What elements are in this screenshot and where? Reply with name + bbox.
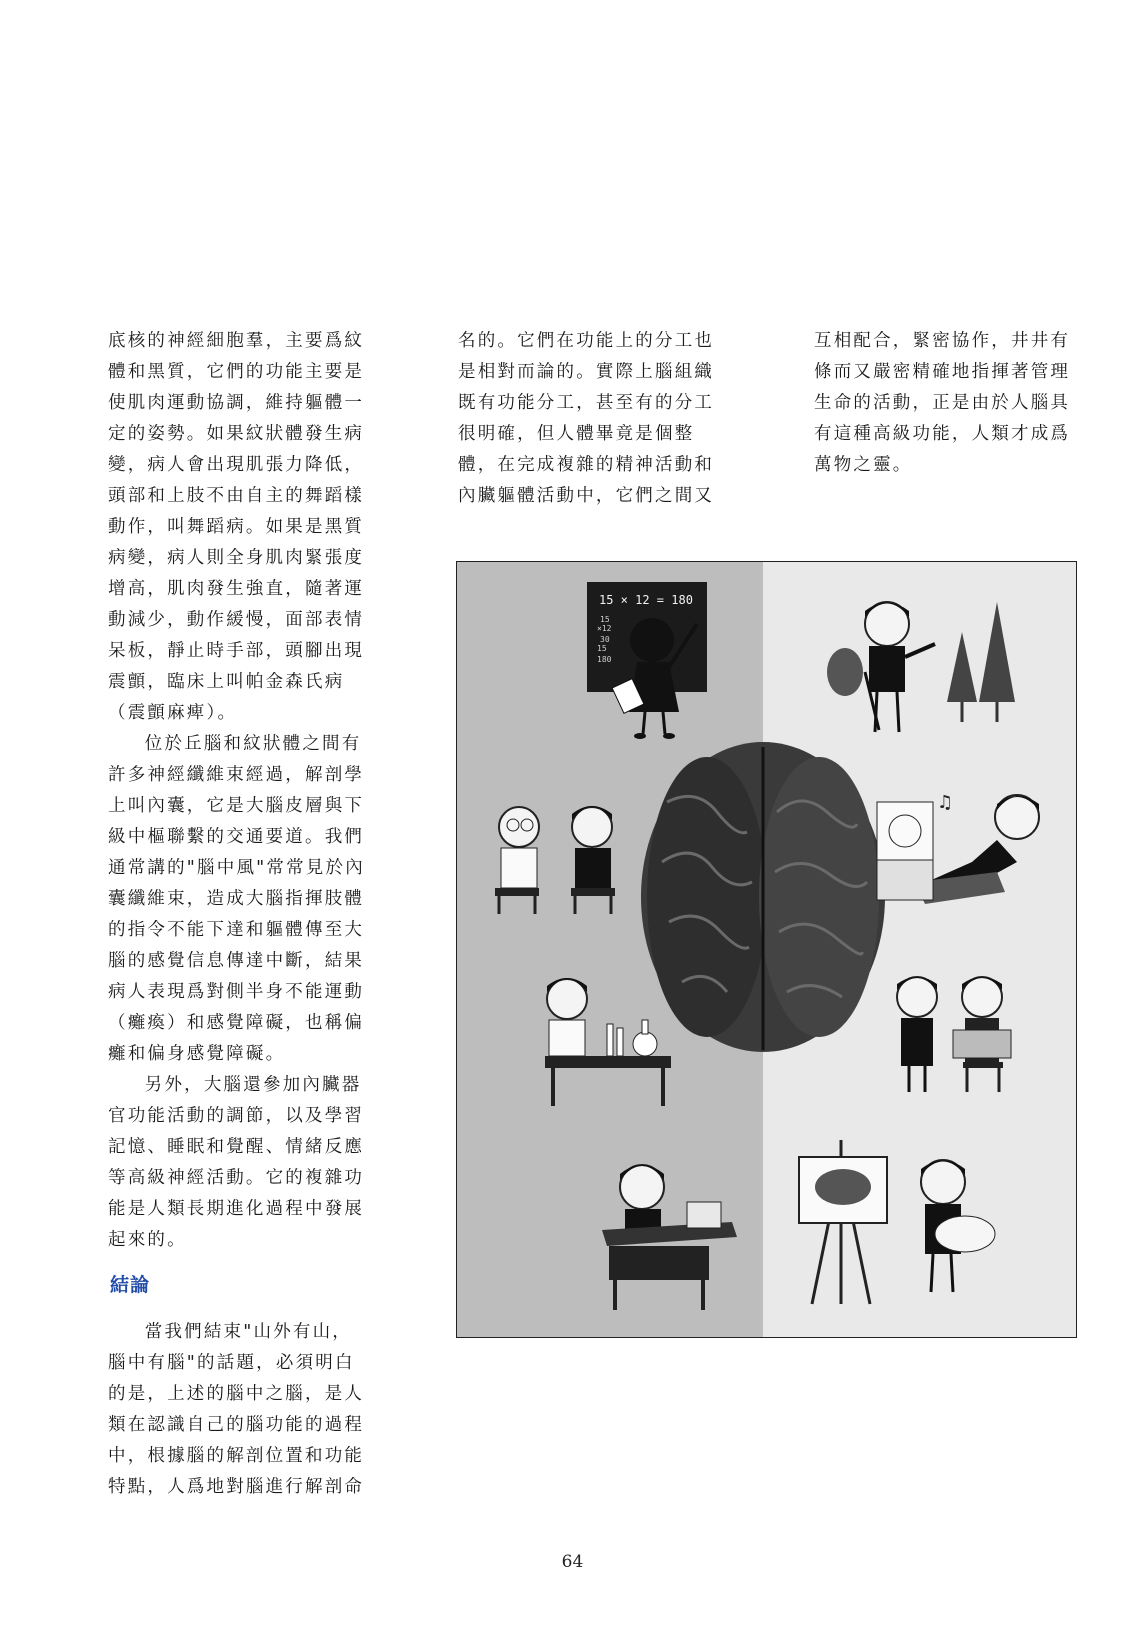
text-line: （震顫麻痺）。	[108, 703, 238, 723]
text-line: 體和黑質，它們的功能主要是	[108, 362, 365, 382]
flask-icon	[633, 1032, 657, 1056]
text-line: 類在認識自己的腦功能的過程	[108, 1415, 365, 1435]
text-line: 許多神經纖維束經過，解剖學	[108, 765, 365, 785]
lab-coat	[549, 1020, 585, 1056]
text-line: 定的姿勢。如果紋狀體發生病	[108, 424, 365, 444]
text-line: 官功能活動的調節，以及學習	[108, 1106, 365, 1126]
stool	[495, 888, 539, 896]
child-leg	[897, 692, 899, 732]
text-line: 動減少，動作緩慢，面部表情	[108, 610, 365, 630]
text-line: 病人表現爲對側半身不能運動	[108, 982, 365, 1002]
text-line: 癱和偏身感覺障礙。	[108, 1044, 286, 1064]
desk-body	[609, 1246, 709, 1280]
text-line: 是相對而論的。實際上腦組織	[458, 362, 715, 382]
text-line: 底核的神經細胞羣，主要爲紋	[108, 331, 365, 351]
stool	[571, 888, 615, 896]
child-leg	[951, 1254, 953, 1292]
flower-painting	[815, 1169, 871, 1205]
accordion-icon	[953, 1030, 1011, 1058]
text-line: 通常講的"腦中風"常常見於內	[108, 858, 365, 878]
text-line: 很明確，但人體畢竟是個整	[458, 424, 695, 444]
text-line: 特點，人爲地對腦進行解剖命	[108, 1477, 365, 1497]
text-line: 當我們結束"山外有山，	[144, 1322, 352, 1342]
child-head	[630, 618, 674, 662]
text-line: 位於丘腦和紋狀體之間有	[144, 734, 362, 754]
left-column	[108, 326, 388, 1503]
text-line: 萬物之靈。	[814, 455, 913, 475]
record-player	[877, 802, 933, 860]
test-tube-icon	[617, 1028, 623, 1056]
test-tube-icon	[607, 1024, 613, 1056]
flask-neck	[642, 1020, 648, 1034]
text-line: 互相配合，緊密協作，井井有	[814, 331, 1071, 351]
text-line: 呆板，靜止時手部，頭腳出現	[108, 641, 365, 661]
bush-icon	[827, 648, 863, 696]
text-line: 另外，大腦還參加內臟器	[144, 1075, 362, 1095]
text-line: 能是人類長期進化過程中發展	[108, 1199, 365, 1219]
blackboard-equation: 15 × 12 = 180	[599, 593, 693, 607]
stack-of-books	[687, 1202, 721, 1228]
lab-table	[545, 1056, 671, 1068]
palette-icon	[935, 1216, 995, 1252]
paragraph-continued	[108, 326, 388, 729]
paragraph-conclusion	[108, 1317, 388, 1503]
child-leg	[663, 712, 665, 734]
text-line: 囊纖維束，造成大腦指揮肢體	[108, 889, 365, 909]
text-line: 起來的。	[108, 1230, 187, 1250]
text-line: 等高級神經活動。它的複雜功	[108, 1168, 365, 1188]
child-body	[501, 848, 537, 888]
text-line: 腦中有腦"的話題，必須明白	[108, 1353, 355, 1373]
right-hemisphere	[759, 757, 879, 1037]
text-line: 級中樞聯繫的交通要道。我們	[108, 827, 365, 847]
text-line: 腦的感覺信息傳達中斷，結果	[108, 951, 365, 971]
blackboard-work: 15	[600, 615, 610, 624]
section-heading: 結論	[110, 1274, 151, 1296]
text-line: 有這種高級功能，人類才成爲	[814, 424, 1071, 444]
text-line: 增高，肌肉發生強直，隨著運	[108, 579, 365, 599]
text-line: 頭部和上肢不由自主的舞蹈樣	[108, 486, 365, 506]
brain-hemispheres-illustration	[456, 561, 1077, 1338]
text-line: 震顫，臨床上叫帕金森氏病	[108, 672, 345, 692]
illustration-svg	[457, 562, 1076, 1337]
text-line: 使肌肉運動協調，維持軀體一	[108, 393, 365, 413]
left-hemisphere	[647, 757, 767, 1037]
text-line: 動作，叫舞蹈病。如果是黑質	[108, 517, 365, 537]
text-line: 名的。它們在功能上的分工也	[458, 331, 715, 351]
blackboard-work: 180	[597, 655, 612, 664]
text-line: 記憶、睡眠和覺醒、情緒反應	[108, 1137, 365, 1157]
paragraph-internal-capsule	[108, 729, 388, 1070]
text-line: 條而又嚴密精確地指揮著管理	[814, 362, 1071, 382]
child-body	[575, 848, 611, 888]
text-line: 既有功能分工，甚至有的分工	[458, 393, 715, 413]
page-number: 64	[561, 1552, 584, 1572]
cabinet	[877, 860, 933, 900]
child-leg	[643, 712, 645, 734]
child-shoe	[663, 733, 675, 739]
child-shoe	[634, 733, 646, 739]
child-leg	[931, 1254, 933, 1292]
text-line: 變，病人會出現肌張力降低，	[108, 455, 365, 475]
text-line: 的指令不能下達和軀體傳至大	[108, 920, 365, 940]
text-line: 的是，上述的腦中之腦，是人	[108, 1384, 365, 1404]
text-line: 中，根據腦的解剖位置和功能	[108, 1446, 365, 1466]
child-body	[869, 646, 905, 692]
right-column	[814, 326, 1094, 481]
music-note-icon: ♫	[937, 792, 954, 813]
text-line: 體，在完成複雜的精神活動和	[458, 455, 715, 475]
paragraph-other-functions	[108, 1070, 388, 1256]
blackboard-work: 30	[600, 635, 610, 644]
blackboard-work: ×12	[597, 624, 612, 633]
text-line: 病變，病人則全身肌肉緊張度	[108, 548, 365, 568]
child-body	[901, 1018, 933, 1066]
brain-top-view	[641, 742, 885, 1052]
stool	[963, 1062, 1003, 1068]
text-line: 內臟軀體活動中，它們之間又	[458, 486, 715, 506]
text-line: 生命的活動，正是由於人腦具	[814, 393, 1071, 413]
middle-column	[458, 326, 738, 512]
text-line: （癱瘓）和感覺障礙，也稱偏	[108, 1013, 365, 1033]
blackboard-work: 15	[597, 644, 607, 653]
text-line: 上叫內囊，它是大腦皮層與下	[108, 796, 365, 816]
